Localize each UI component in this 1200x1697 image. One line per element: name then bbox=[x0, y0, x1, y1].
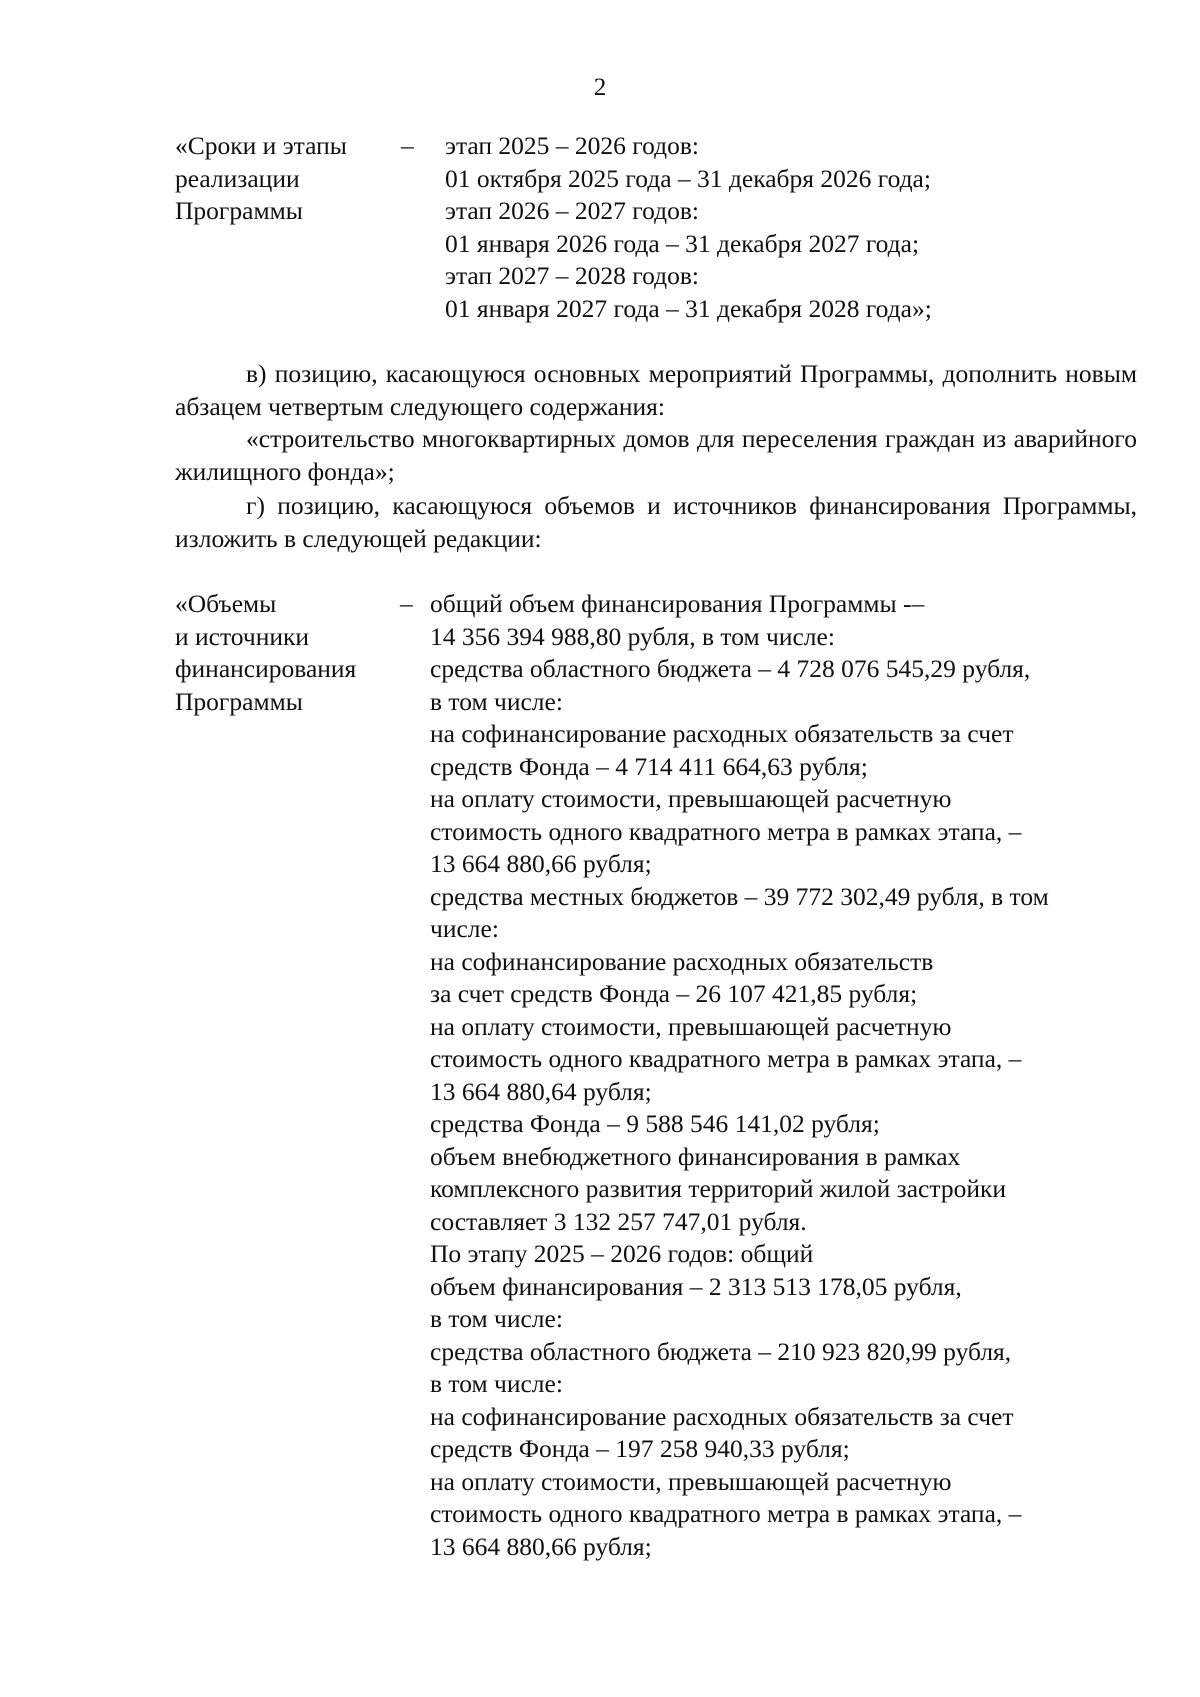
paragraph-v-quote: «строительство многоквартирных домов для переселения граждан из аварийного жилищного фонда»; bbox=[175, 424, 1137, 486]
terms-line: 01 января 2027 года – 31 декабря 2028 года»; bbox=[445, 293, 932, 323]
volumes-dash: – bbox=[400, 589, 413, 618]
volumes-section bbox=[175, 588, 1137, 1563]
terms-line: этап 2027 – 2028 годов: bbox=[445, 261, 699, 290]
volumes-line: на оплату стоимости, превышающей расчетную bbox=[430, 1011, 952, 1041]
volumes-line: комплексного развития территорий жилой застройки bbox=[430, 1174, 1007, 1203]
paragraph-g bbox=[175, 490, 1137, 555]
volumes-line: на софинансирование расходных обязательств bbox=[430, 946, 934, 976]
volumes-line: стоимость одного квадратного метра в рамках этапа, – bbox=[430, 1499, 1022, 1528]
volumes-line: средства Фонда – 9 588 546 141,02 рубля; bbox=[430, 1109, 880, 1138]
volumes-line: 13 664 880,64 рубля; bbox=[430, 1076, 652, 1106]
volumes-line: на софинансирование расходных обязательств за счет bbox=[430, 1401, 1014, 1431]
volumes-line: в том числе: bbox=[430, 1304, 563, 1333]
terms-section bbox=[175, 130, 1137, 325]
terms-content bbox=[445, 130, 932, 325]
terms-dash: – bbox=[401, 131, 414, 160]
volumes-line: средств Фонда – 197 258 940,33 рубля; bbox=[430, 1434, 850, 1463]
terms-label-line: реализации bbox=[175, 163, 300, 193]
volumes-line: числе: bbox=[430, 914, 499, 943]
volumes-line: общий объем финансирования Программы -– bbox=[430, 589, 925, 618]
terms-label bbox=[175, 130, 401, 228]
volumes-line: средства местных бюджетов – 39 772 302,49 рубля, в том bbox=[430, 881, 1049, 911]
volumes-line: стоимость одного квадратного метра в рамках этапа, – bbox=[430, 1044, 1022, 1073]
paragraph-v bbox=[175, 358, 1137, 488]
volumes-line: средств Фонда – 4 714 411 664,63 рубля; bbox=[430, 751, 868, 781]
volumes-label-line: Программы bbox=[175, 686, 303, 716]
volumes-line: на оплату стоимости, превышающей расчетную bbox=[430, 1466, 952, 1496]
volumes-line: на софинансирование расходных обязательств за счет bbox=[430, 719, 1014, 748]
volumes-label bbox=[175, 588, 400, 718]
volumes-label-line: финансирования bbox=[175, 654, 357, 683]
volumes-line: 13 664 880,66 рубля; bbox=[430, 849, 652, 878]
paragraph-g-text: г) позицию, касающуюся объемов и источников финансирования Программы, изложить в следующей редакции: bbox=[175, 491, 1137, 553]
volumes-line: 13 664 880,66 рубля; bbox=[430, 1531, 652, 1561]
volumes-content bbox=[430, 588, 1049, 1563]
volumes-line: 14 356 394 988,80 рубля, в том числе: bbox=[430, 621, 835, 651]
terms-line: 01 января 2026 года – 31 декабря 2027 года; bbox=[445, 228, 920, 258]
paragraph-v-text: в) позицию, касающуюся основных мероприятий Программы, дополнить новым абзацем четвертым следующего содержания: bbox=[175, 359, 1137, 421]
volumes-line: составляет 3 132 257 747,01 рубля. bbox=[430, 1206, 807, 1236]
volumes-label-line: «Объемы bbox=[175, 589, 277, 618]
volumes-line: стоимость одного квадратного метра в рамках этапа, – bbox=[430, 816, 1022, 846]
terms-label-line: Программы bbox=[175, 196, 303, 225]
terms-line: этап 2026 – 2027 годов: bbox=[445, 196, 699, 225]
volumes-line: объем внебюджетного финансирования в рамках bbox=[430, 1141, 961, 1171]
volumes-line: на оплату стоимости, превышающей расчетную bbox=[430, 784, 952, 813]
volumes-line: в том числе: bbox=[430, 1369, 563, 1398]
volumes-line: в том числе: bbox=[430, 686, 563, 716]
volumes-line: средства областного бюджета – 210 923 820,99 рубля, bbox=[430, 1336, 1012, 1366]
terms-line: этап 2025 – 2026 годов: bbox=[445, 131, 699, 160]
volumes-line: По этапу 2025 – 2026 годов: общий bbox=[430, 1239, 814, 1268]
page-number: 2 bbox=[593, 74, 607, 101]
volumes-line: средства областного бюджета – 4 728 076 545,29 рубля, bbox=[430, 654, 1031, 683]
volumes-label-line: и источники bbox=[175, 621, 310, 651]
volumes-line: за счет средств Фонда – 26 107 421,85 рубля; bbox=[430, 979, 918, 1008]
volumes-line: объем финансирования – 2 313 513 178,05 рубля, bbox=[430, 1271, 962, 1301]
terms-line: 01 октября 2025 года – 31 декабря 2026 года; bbox=[445, 163, 931, 193]
terms-label-line: «Сроки и этапы bbox=[175, 131, 347, 160]
